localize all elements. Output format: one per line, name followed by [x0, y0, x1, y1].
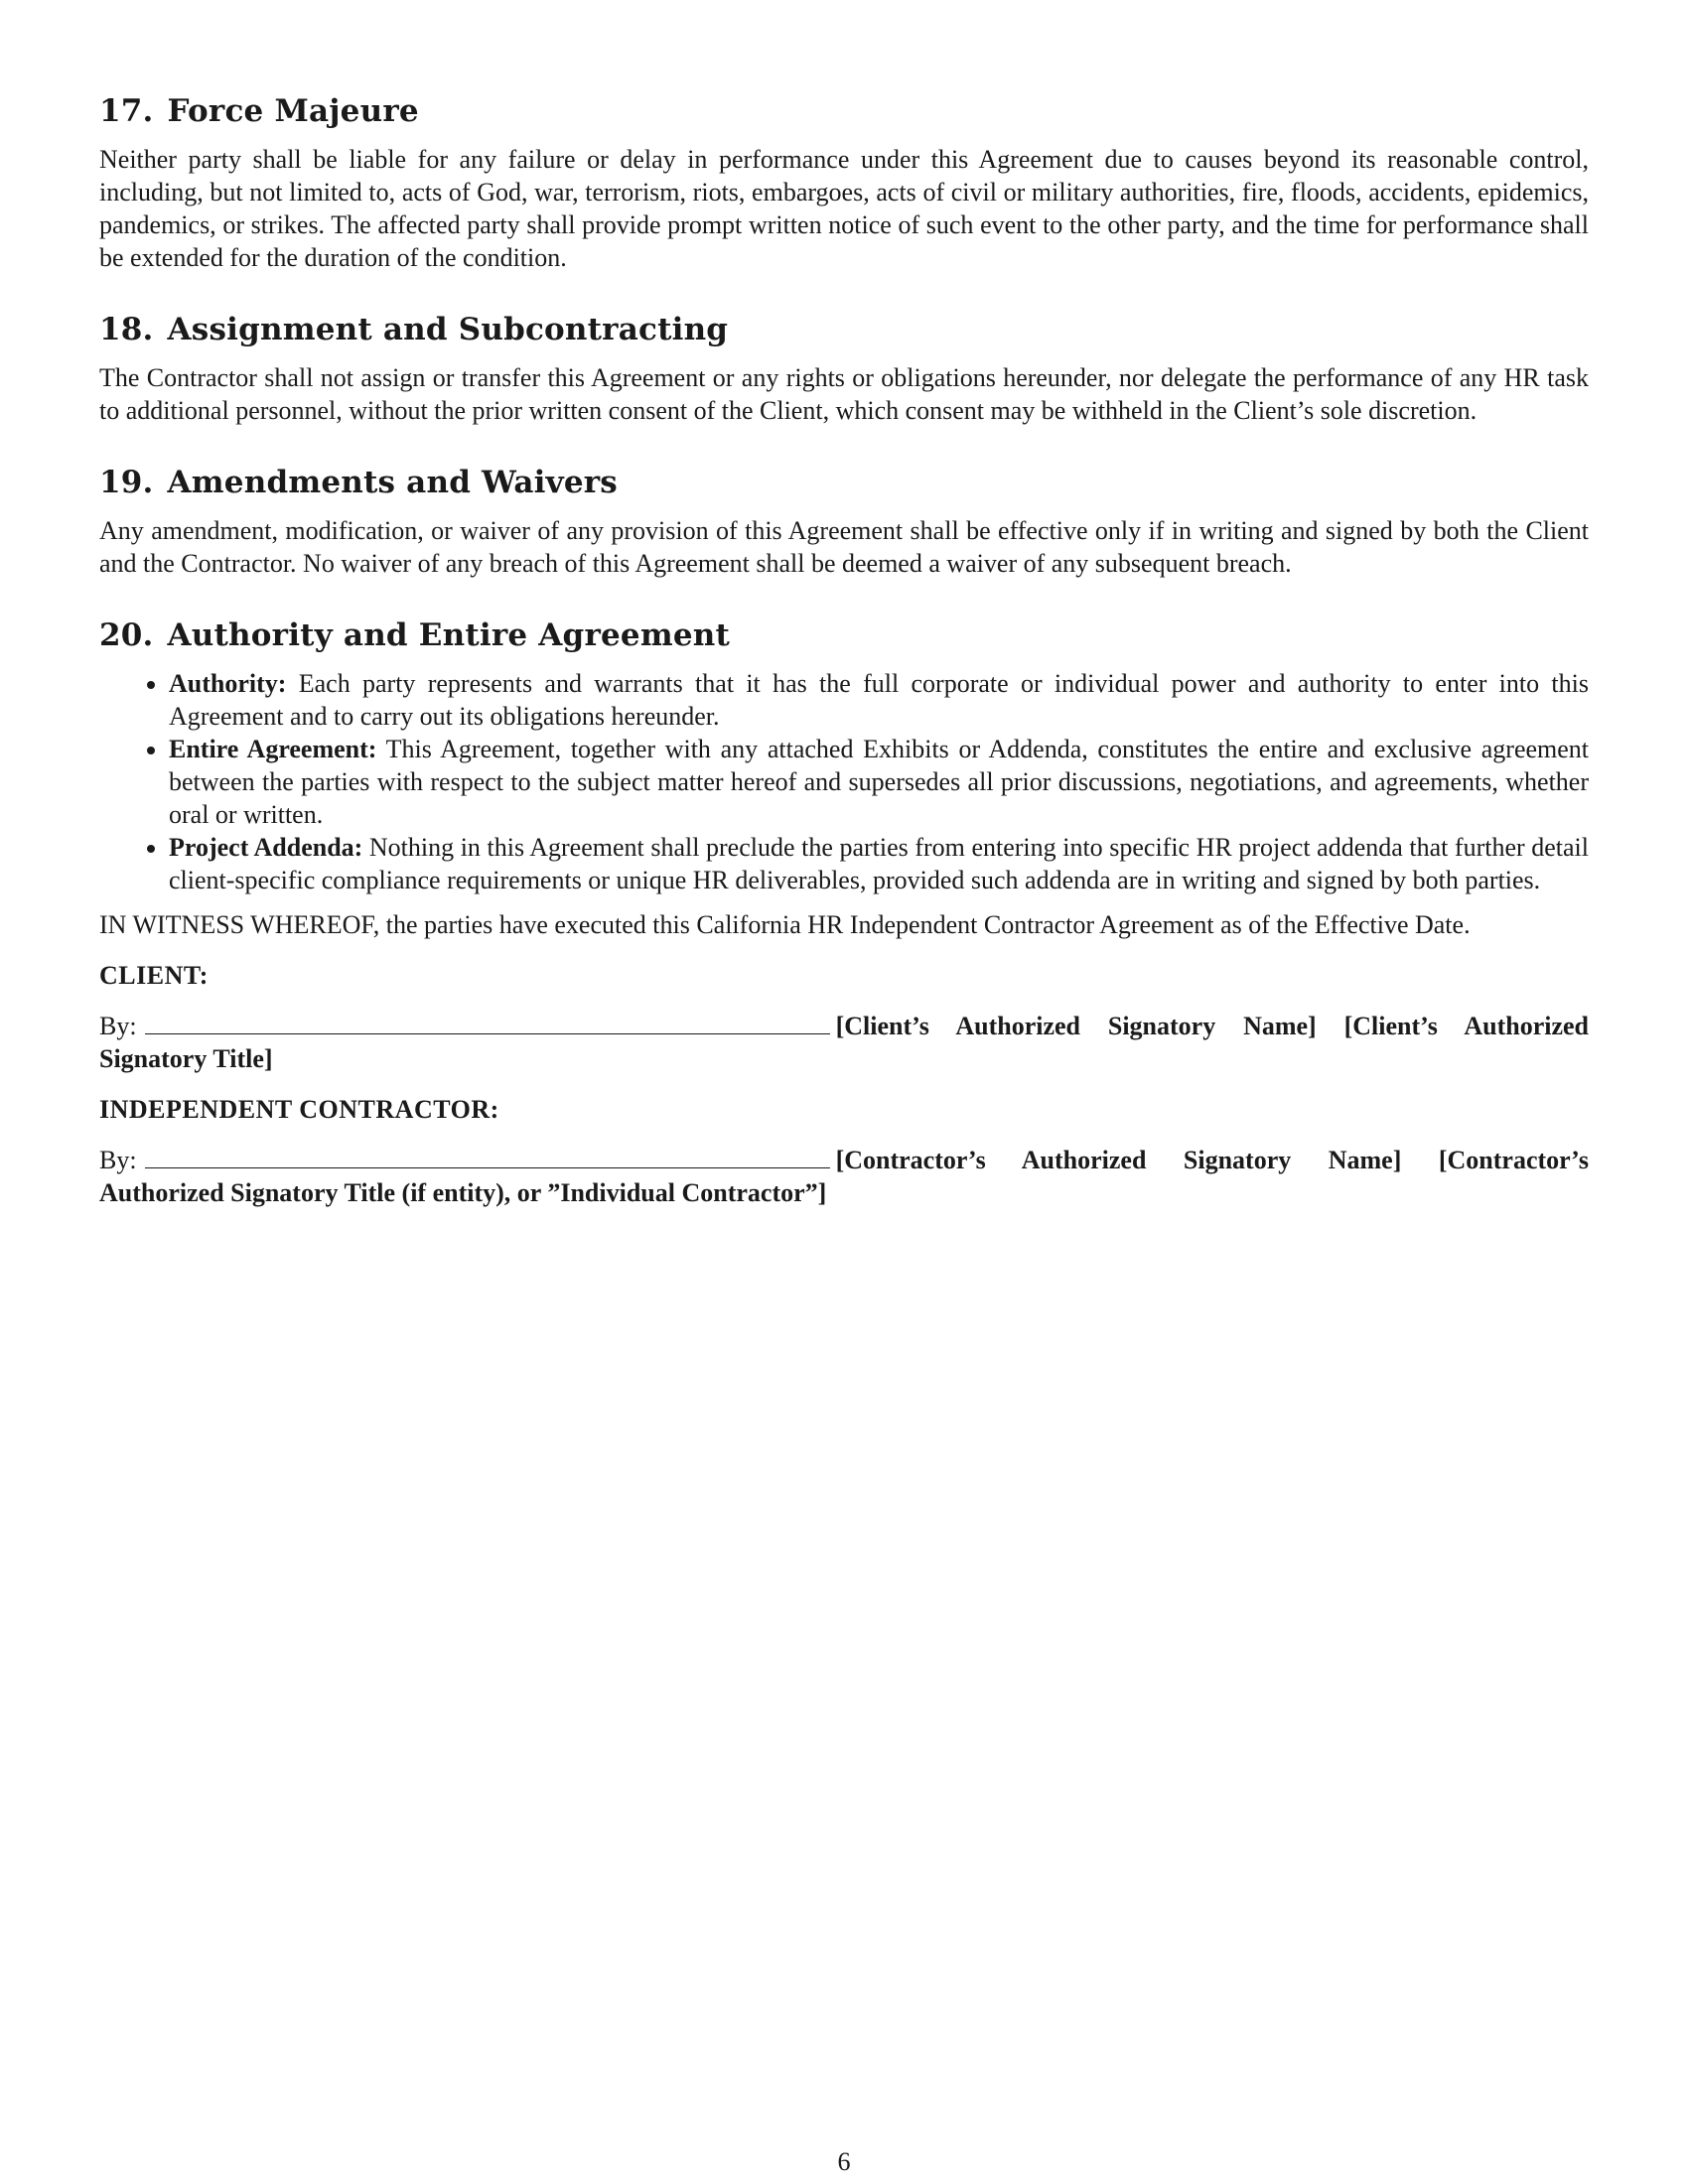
section-title: Amendments and Waivers: [167, 465, 618, 500]
document-page: [99, 91, 1589, 1209]
section-body: The Contractor shall not assign or transfer this Agreement or any rights or obligations hereunder, nor delegate the performance of any HR task to additional personnel, without the prior written consent of the Client, which consent may be withheld in the Client’s sole discretion.: [99, 363, 1589, 425]
contractor-by-label: By:: [99, 1146, 137, 1174]
section-number: 20.: [99, 617, 154, 653]
section-heading: [99, 615, 1589, 655]
bullet-list: [99, 667, 1589, 896]
bullet-text: Each party represents and warrants that it has the full corporate or individual power and authority to enter into this Agreement and to carry out its obligations hereunder.: [169, 669, 1589, 731]
client-signature-line: [99, 1010, 1589, 1075]
section-body: Any amendment, modification, or waiver of any provision of this Agreement shall be effective only if in writing and signed by both the Client and the Contractor. No waiver of any breach of this Agreement shall be deemed a waiver of any subsequent breach.: [99, 516, 1589, 578]
bullet-item-entire-agreement: [169, 733, 1589, 831]
section-17: [99, 91, 1589, 274]
section-number: 17.: [99, 93, 154, 129]
bullet-label: Authority:: [169, 669, 287, 698]
section-heading: [99, 463, 1589, 502]
client-signature-field[interactable]: [145, 1012, 830, 1034]
contractor-signature-field[interactable]: [145, 1146, 830, 1168]
witness-clause: IN WITNESS WHEREOF, the parties have executed this California HR Independent Contractor Agreement as of the Effective Date.: [99, 910, 1471, 939]
bullet-text: Nothing in this Agreement shall preclude the parties from entering into specific HR project addenda that further detail client-specific compliance requirements or unique HR deliverables, provided such addenda are in writing and signed by both parties.: [169, 833, 1590, 894]
section-heading: [99, 310, 1589, 349]
section-18: [99, 310, 1589, 427]
bullet-item-project-addenda: [169, 831, 1589, 896]
bullet-label: Entire Agreement:: [169, 735, 377, 763]
section-heading: [99, 91, 1589, 131]
section-title: Authority and Entire Agreement: [167, 617, 730, 653]
client-signatory: [Client’s Authorized Signatory Name] [Client’s Authorized Signatory Title]: [99, 1012, 1589, 1073]
section-20: [99, 615, 1589, 941]
page-number: 6: [837, 2147, 851, 2176]
section-number: 18.: [99, 312, 154, 347]
bullet-item-authority: [169, 667, 1589, 733]
bullet-text: This Agreement, together with any attached Exhibits or Addenda, constitutes the entire and exclusive agreement between the parties with respect to the subject matter hereof and supersedes all prior discussions, negotiations, and agreements, whether oral or written.: [169, 735, 1590, 829]
contractor-label: INDEPENDENT CONTRACTOR:: [99, 1095, 499, 1124]
bullet-label: Project Addenda:: [169, 833, 363, 862]
contractor-signatory: [Contractor’s Authorized Signatory Name] [Contractor’s Authorized Signatory Title (if entity), or ”Individual Contractor”]: [99, 1146, 1589, 1207]
contractor-signature-line: [99, 1144, 1589, 1209]
client-by-label: By:: [99, 1012, 137, 1040]
section-number: 19.: [99, 465, 154, 500]
section-body: Neither party shall be liable for any failure or delay in performance under this Agreement due to causes beyond its reasonable control, including, but not limited to, acts of God, war, terrorism, riots, embargoes, acts of civil or military authorities, fire, floods, accidents, epidemics, pandemics, or strikes. The affected party shall provide prompt written notice of such event to the other party, and the time for performance shall be extended for the duration of the condition.: [99, 145, 1589, 272]
section-19: [99, 463, 1589, 580]
client-label: CLIENT:: [99, 961, 209, 990]
section-title: Force Majeure: [167, 93, 419, 129]
section-title: Assignment and Subcontracting: [167, 312, 729, 347]
